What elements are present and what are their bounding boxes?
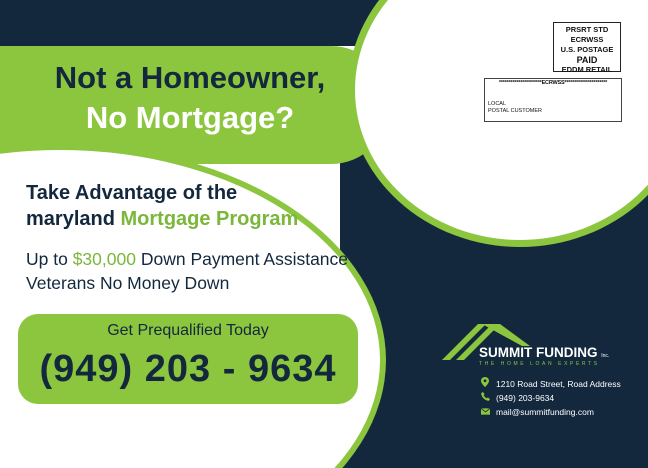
contact-email-text[interactable]: mail@summitfunding.com [496, 407, 594, 417]
subheadline-state: maryland [26, 208, 115, 230]
subheadline [26, 180, 386, 232]
cta-label: Get Prequalified Today [107, 322, 269, 339]
cta-phone-number[interactable]: (949) 203 - 9634 [39, 348, 337, 390]
recipient [488, 101, 542, 115]
mailing-header: **********************ECRWSS********************** [498, 80, 608, 86]
postage-line-4: PAID [576, 55, 598, 65]
subheadline-program-line [26, 206, 386, 232]
postage-indicia [553, 22, 621, 72]
brand-tagline: THE HOME LOAN EXPERTS [479, 361, 600, 367]
envelope-icon [480, 407, 490, 417]
cta-box[interactable] [18, 314, 358, 404]
postage-line-5: EDDM RETAIL [561, 65, 613, 74]
contact-email[interactable] [480, 407, 594, 417]
headline-line-2: No Mortgage? [85, 100, 295, 135]
navy-top-band [0, 0, 400, 46]
subheadline-program: Mortgage Program [120, 208, 299, 230]
brand-suffix: Inc. [601, 353, 610, 359]
brand-name-text: SUMMIT FUNDING [479, 345, 598, 360]
mailing-address-block [484, 78, 622, 122]
headline-line-1: Not a Homeowner, [54, 60, 326, 95]
assistance-prefix: Up to [26, 249, 68, 269]
subheadline-prefix: Take Advantage of the [26, 182, 238, 204]
assistance-suffix: Down Payment Assistance Veterans No Money Down [26, 249, 349, 293]
postage-line-1: PRSRT STD [565, 25, 609, 34]
recipient-line-2: POSTAL CUSTOMER [488, 108, 542, 114]
recipient-line-1: LOCAL [488, 101, 507, 107]
contact-address [480, 377, 621, 389]
assistance-text [26, 247, 386, 295]
assistance-amount: $30,000 [72, 249, 136, 269]
contact-phone-text[interactable]: (949) 203-9634 [496, 393, 555, 403]
contact-phone[interactable] [480, 392, 554, 403]
contact-address-text: 1210 Road Street, Road Address [496, 379, 621, 389]
headline [0, 58, 380, 138]
postage-line-3: U.S. POSTAGE [560, 45, 614, 54]
postage-line-2: ECRWSS [570, 35, 604, 44]
map-pin-icon [480, 377, 490, 389]
brand-name [479, 345, 609, 360]
phone-icon [480, 392, 490, 403]
